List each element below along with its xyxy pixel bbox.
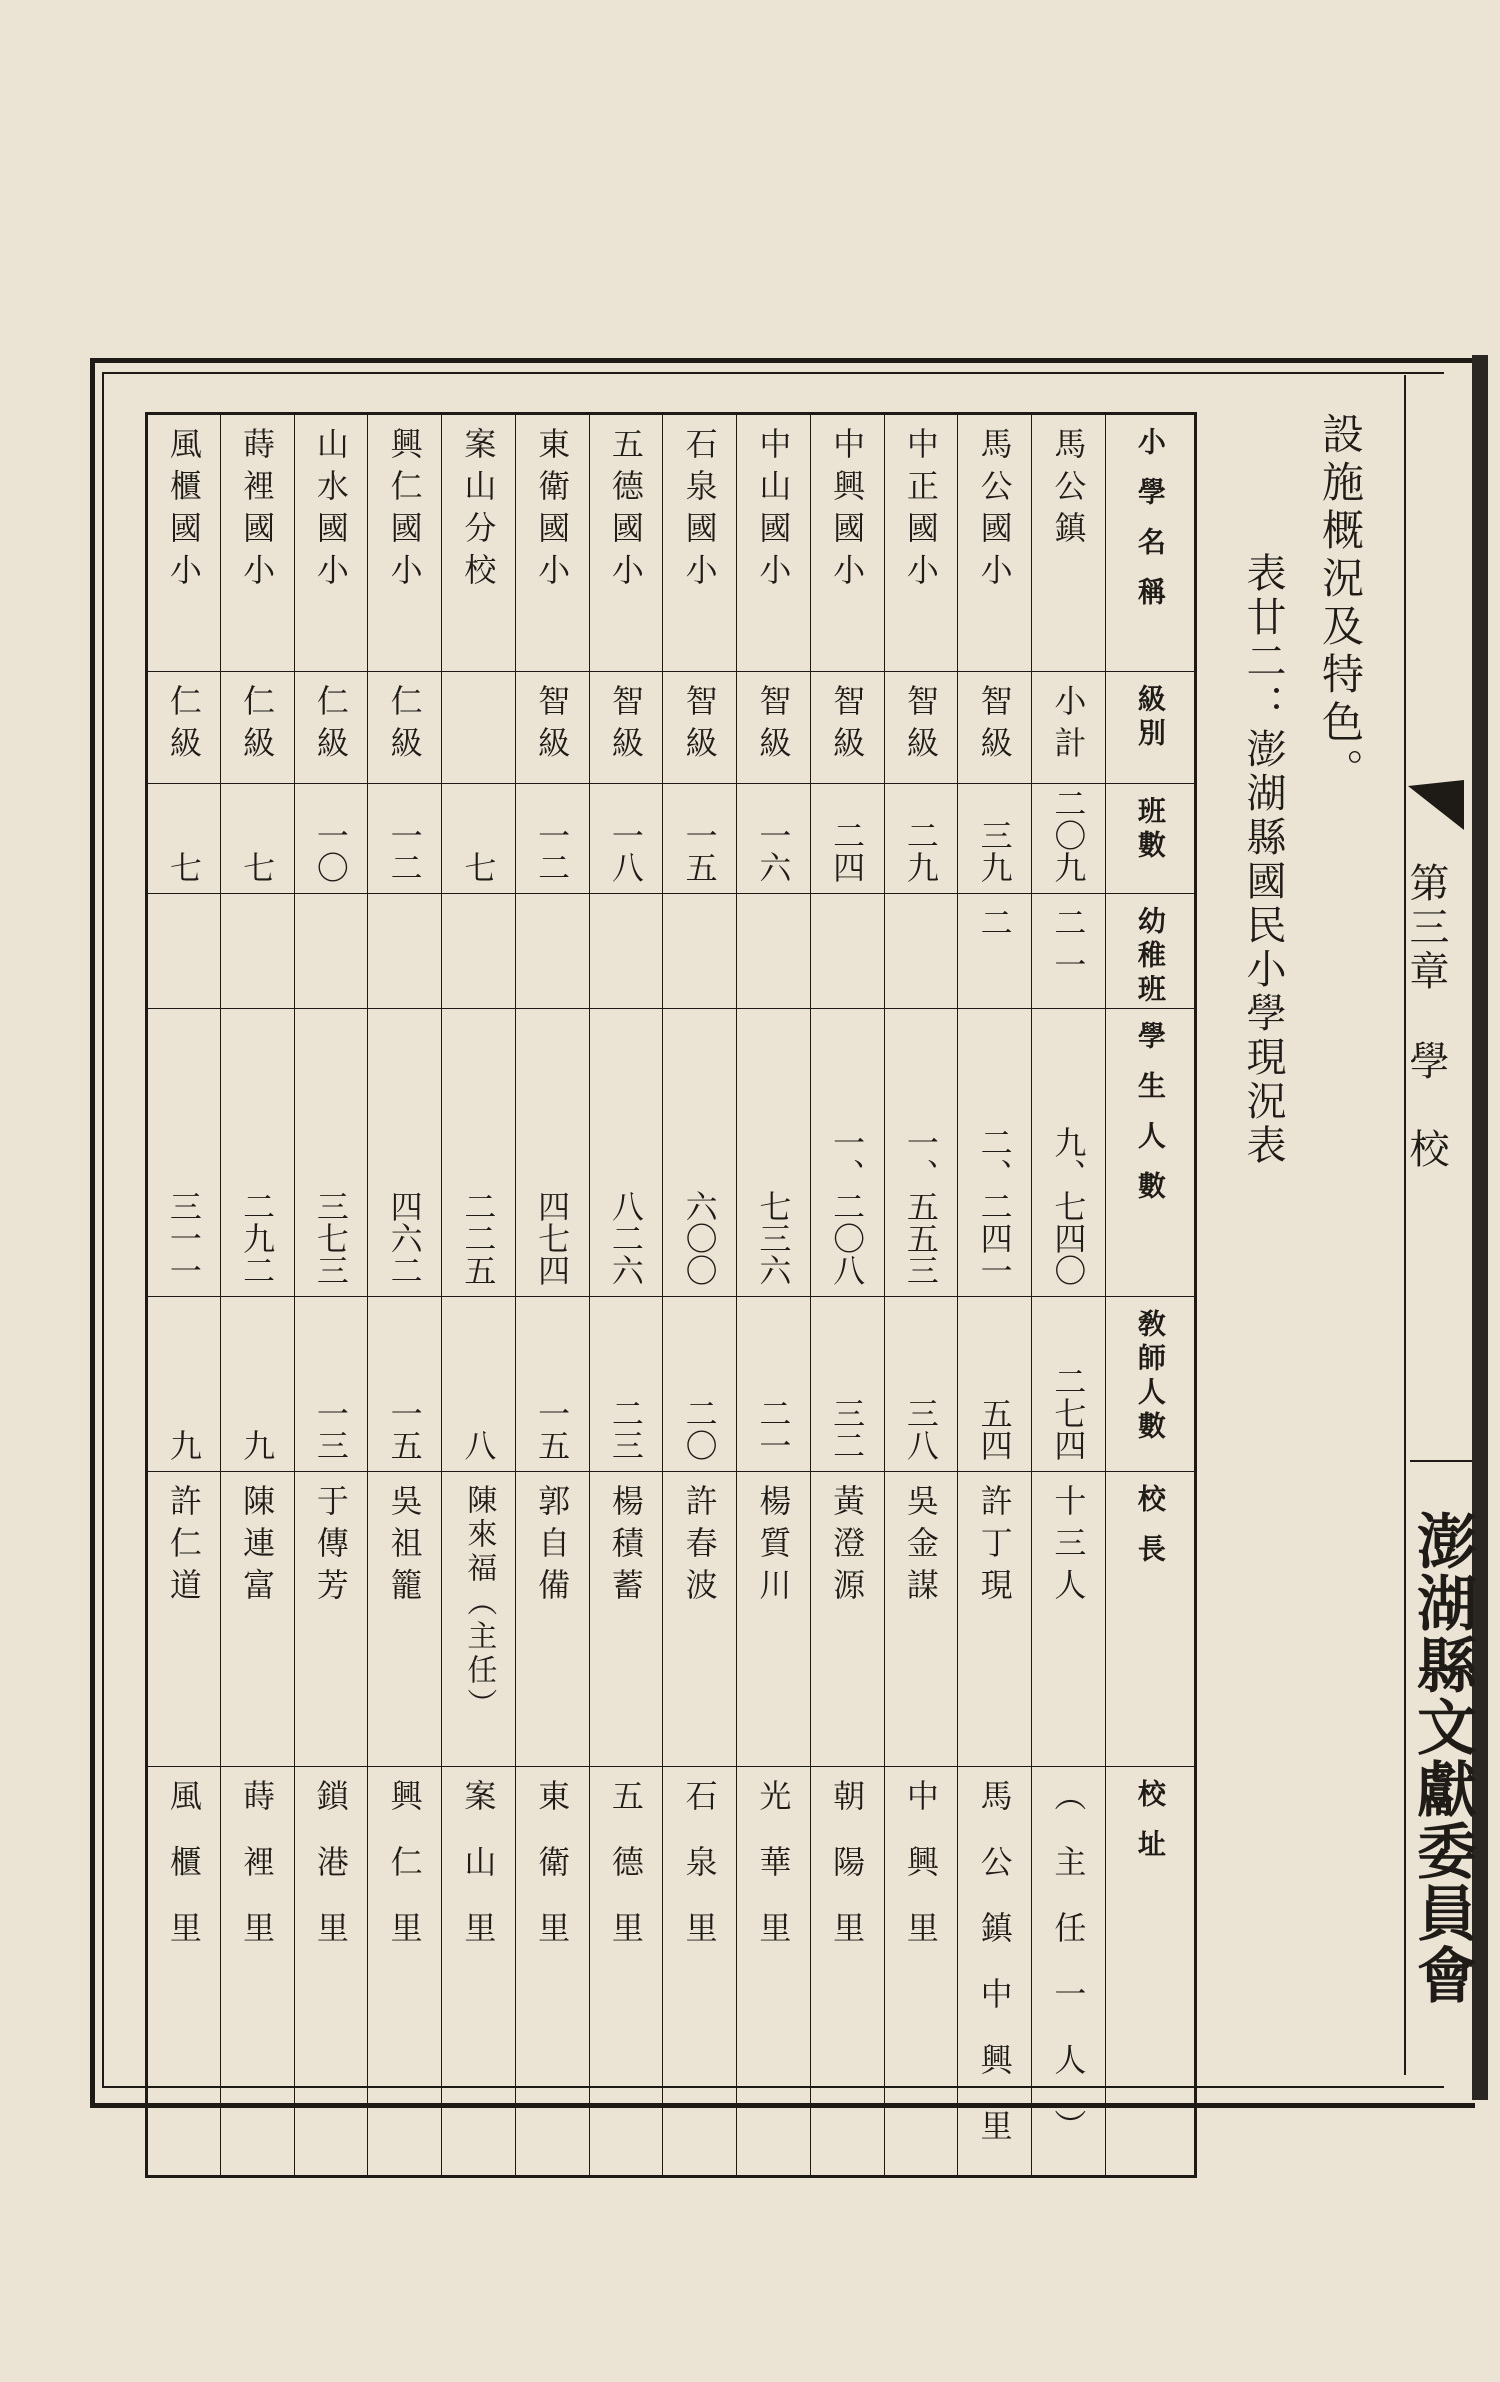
table-cell — [368, 1472, 442, 1767]
table-cell — [737, 784, 811, 894]
table-cell — [220, 784, 294, 894]
cell-grade: 小計 — [1049, 684, 1088, 768]
cell-grade: 智級 — [754, 684, 793, 768]
schools-table — [145, 412, 1197, 2178]
cell-name: 興仁國小 — [385, 427, 424, 595]
cell-classes: 二四 — [828, 819, 867, 883]
table-cell — [810, 894, 884, 1009]
header-label: 級別 — [1133, 684, 1167, 752]
table-cell — [515, 414, 589, 672]
cell-principal: 許丁現 — [975, 1484, 1014, 1610]
cell-teachers: 三二 — [828, 1397, 867, 1461]
table-cell — [810, 1009, 884, 1297]
table-cell — [958, 894, 1032, 1009]
table-cell — [884, 894, 958, 1009]
table-cell — [515, 1009, 589, 1297]
cell-classes: 二〇九 — [1049, 787, 1088, 883]
table-cell — [1032, 1009, 1106, 1297]
cell-name: 五德國小 — [606, 427, 645, 595]
cell-grade: 智級 — [606, 684, 645, 768]
cell-teachers: 五四 — [975, 1397, 1014, 1461]
table-header-kinder — [1105, 894, 1195, 1009]
cell-students: 七三六 — [754, 1190, 793, 1286]
cell-students: 三七三 — [311, 1190, 350, 1286]
header-label: 小學名稱 — [1133, 427, 1167, 627]
table-cell — [515, 1297, 589, 1472]
table-cell — [147, 894, 221, 1009]
table-cell — [737, 1009, 811, 1297]
header-label: 敎師人數 — [1133, 1309, 1167, 1445]
table-cell — [442, 894, 516, 1009]
cell-grade: 智級 — [533, 684, 572, 768]
cell-address: 蒔裡里 — [238, 1779, 277, 1977]
table-cell — [737, 672, 811, 784]
cell-address: 朝陽里 — [828, 1779, 867, 1977]
table-cell — [1032, 1297, 1106, 1472]
cell-teachers: 八 — [459, 1429, 498, 1461]
cell-grade: 智級 — [680, 684, 719, 768]
table-header-teachers — [1105, 1297, 1195, 1472]
chapter-heading — [1405, 862, 1455, 1172]
cell-name: 馬公國小 — [975, 427, 1014, 595]
cell-teachers: 二三 — [606, 1397, 645, 1461]
table-cell — [958, 1767, 1032, 2177]
table-cell — [147, 414, 221, 672]
table-cell — [958, 672, 1032, 784]
header-label: 校址 — [1133, 1779, 1167, 1879]
cell-name: 山水國小 — [311, 427, 350, 595]
table-cell — [589, 1297, 663, 1472]
table-cell — [663, 1009, 737, 1297]
table-cell — [294, 784, 368, 894]
table-cell — [515, 1767, 589, 2177]
cell-grade: 智級 — [901, 684, 940, 768]
header-label: 班數 — [1133, 796, 1167, 864]
table-cell — [810, 672, 884, 784]
publisher-rule — [1410, 1460, 1472, 1462]
table-cell — [958, 1009, 1032, 1297]
table-row-classes — [147, 784, 1196, 894]
table-cell — [147, 1472, 221, 1767]
table-cell — [147, 1009, 221, 1297]
table-cell — [884, 784, 958, 894]
table-header-address — [1105, 1767, 1195, 2177]
cell-principal: 于傳芳 — [311, 1484, 350, 1610]
cell-address: 風櫃里 — [164, 1779, 203, 1977]
table-cell — [589, 894, 663, 1009]
table-cell — [147, 1297, 221, 1472]
table-cell — [884, 1009, 958, 1297]
table-row-kinder — [147, 894, 1196, 1009]
cell-teachers: 一五 — [385, 1397, 424, 1461]
table-cell — [663, 784, 737, 894]
cell-name: 中興國小 — [828, 427, 867, 595]
table-row-principal — [147, 1472, 1196, 1767]
table-cell — [958, 1472, 1032, 1767]
table-cell — [220, 1472, 294, 1767]
table-header-principal — [1105, 1472, 1195, 1767]
cell-teachers: 三八 — [901, 1397, 940, 1461]
cell-name: 石泉國小 — [680, 427, 719, 595]
chapter-mark — [1408, 780, 1464, 830]
table-cell — [884, 672, 958, 784]
table-cell — [442, 1009, 516, 1297]
table-cell — [810, 1297, 884, 1472]
table-cell — [147, 784, 221, 894]
table-cell — [220, 894, 294, 1009]
cell-classes: 七 — [238, 851, 277, 883]
table-cell — [810, 1472, 884, 1767]
cell-students: 八二六 — [606, 1190, 645, 1286]
table-cell — [442, 1472, 516, 1767]
table-cell — [737, 894, 811, 1009]
table-cell — [884, 1472, 958, 1767]
cell-teachers: 九 — [164, 1429, 203, 1461]
table-cell — [884, 1767, 958, 2177]
cell-students: 六〇〇 — [680, 1190, 719, 1286]
cell-principal: 楊積蓄 — [606, 1484, 645, 1610]
table-caption: 表廿二：澎湖縣國民小學現況表 — [1240, 552, 1286, 1168]
cell-name: 案山分校 — [459, 427, 498, 595]
cell-classes: 七 — [164, 851, 203, 883]
cell-principal: 郭自備 — [533, 1484, 572, 1610]
table-cell — [810, 414, 884, 672]
header-label: 學生人數 — [1133, 1021, 1167, 1221]
cell-teachers: 一三 — [311, 1397, 350, 1461]
table-cell — [368, 672, 442, 784]
cell-teachers: 二七四 — [1049, 1365, 1088, 1461]
table-cell — [884, 1297, 958, 1472]
cell-students: 二二五 — [459, 1190, 498, 1286]
cell-students: 九、七四〇 — [1049, 1126, 1088, 1286]
table-cell — [663, 894, 737, 1009]
table-cell — [958, 1297, 1032, 1472]
cell-principal: 吳祖籠 — [385, 1484, 424, 1610]
cell-name: 東衛國小 — [533, 427, 572, 595]
cell-address: 案山里 — [459, 1779, 498, 1977]
table-cell — [1032, 784, 1106, 894]
table-cell — [1032, 894, 1106, 1009]
table-cell — [368, 1009, 442, 1297]
cell-principal: 許仁道 — [164, 1484, 203, 1610]
table-cell — [884, 414, 958, 672]
table-cell — [147, 1767, 221, 2177]
table-cell — [663, 414, 737, 672]
cell-address: 光華里 — [754, 1779, 793, 1977]
table-cell — [220, 1009, 294, 1297]
cell-name: 中山國小 — [754, 427, 793, 595]
cell-name: 蒔裡國小 — [238, 427, 277, 595]
lead-text: 設施概況及特色。 — [1316, 412, 1365, 796]
table-cell — [294, 414, 368, 672]
publisher-name: 澎湖縣文獻委員會 — [1407, 1510, 1477, 2006]
cell-teachers: 二〇 — [680, 1397, 719, 1461]
cell-teachers: 一五 — [533, 1397, 572, 1461]
cell-name: 中正國小 — [901, 427, 940, 595]
table-cell — [958, 414, 1032, 672]
cell-grade: 仁級 — [311, 684, 350, 768]
table-cell — [220, 672, 294, 784]
table-cell — [810, 784, 884, 894]
cell-kinder: 二 — [975, 906, 1014, 948]
table-cell — [589, 1472, 663, 1767]
cell-classes: 一二 — [533, 819, 572, 883]
table-cell — [368, 894, 442, 1009]
table-cell — [515, 894, 589, 1009]
table-cell — [663, 672, 737, 784]
cell-grade: 仁級 — [385, 684, 424, 768]
table-cell — [810, 1767, 884, 2177]
cell-grade: 智級 — [828, 684, 867, 768]
chapter-number: 第三章 — [1403, 862, 1449, 994]
cell-principal: 楊質川 — [754, 1484, 793, 1610]
cell-grade: 仁級 — [238, 684, 277, 768]
table-cell — [294, 1767, 368, 2177]
cell-students: 一、五五三 — [901, 1126, 940, 1286]
cell-address: 東衛里 — [533, 1779, 572, 1977]
cell-classes: 一八 — [606, 819, 645, 883]
table-cell — [663, 1767, 737, 2177]
cell-students: 二九二 — [238, 1190, 277, 1286]
table-header-grade — [1105, 672, 1195, 784]
table-cell — [442, 414, 516, 672]
table-cell — [737, 1297, 811, 1472]
cell-students: 三一一 — [164, 1190, 203, 1286]
cell-students: 四七四 — [533, 1190, 572, 1286]
cell-name: 風櫃國小 — [164, 427, 203, 595]
table-cell — [368, 1297, 442, 1472]
cell-students: 二、二四一 — [975, 1126, 1014, 1286]
table-cell — [294, 1009, 368, 1297]
header-label: 校長 — [1133, 1484, 1167, 1584]
table-cell — [958, 784, 1032, 894]
table-header-name — [1105, 414, 1195, 672]
table-cell — [1032, 1767, 1106, 2177]
cell-classes: 一五 — [680, 819, 719, 883]
cell-address: 鎖港里 — [311, 1779, 350, 1977]
table-cell — [737, 1472, 811, 1767]
cell-principal: 許春波 — [680, 1484, 719, 1610]
table-cell — [515, 1472, 589, 1767]
table-cell — [220, 1767, 294, 2177]
table-header-classes — [1105, 784, 1195, 894]
cell-students: 一、二〇八 — [828, 1126, 867, 1286]
cell-grade: 智級 — [975, 684, 1014, 768]
cell-classes: 三九 — [975, 819, 1014, 883]
cell-grade: 仁級 — [164, 684, 203, 768]
cell-classes: 一六 — [754, 819, 793, 883]
table-cell — [515, 672, 589, 784]
table-cell — [368, 784, 442, 894]
table-cell — [294, 1472, 368, 1767]
cell-name: 馬公鎮 — [1049, 427, 1088, 553]
cell-students: 四六二 — [385, 1190, 424, 1286]
cell-teachers: 九 — [238, 1429, 277, 1461]
table-cell — [294, 672, 368, 784]
cell-principal: 黃澄源 — [828, 1484, 867, 1610]
table-cell — [368, 414, 442, 672]
header-label: 幼稚班 — [1133, 906, 1167, 1008]
cell-address: 五德里 — [606, 1779, 645, 1977]
table-header-students — [1105, 1009, 1195, 1297]
chapter-title: 學 校 — [1403, 1040, 1449, 1172]
table-cell — [442, 784, 516, 894]
table-cell — [442, 1767, 516, 2177]
table-cell — [294, 894, 368, 1009]
cell-address: 石泉里 — [680, 1779, 719, 1977]
table-cell — [589, 414, 663, 672]
cell-classes: 一〇 — [311, 819, 350, 883]
cell-address: 馬公鎮中興里 — [975, 1779, 1014, 2175]
table-cell — [1032, 672, 1106, 784]
table-cell — [589, 1767, 663, 2177]
table-cell — [442, 1297, 516, 1472]
table-cell — [147, 672, 221, 784]
table-cell — [368, 1767, 442, 2177]
cell-teachers: 二一 — [754, 1397, 793, 1461]
table-cell — [663, 1472, 737, 1767]
table-cell — [220, 1297, 294, 1472]
cell-address: （主任一人） — [1049, 1779, 1088, 2175]
table-cell — [294, 1297, 368, 1472]
cell-kinder: 二一 — [1049, 906, 1088, 990]
table-cell — [663, 1297, 737, 1472]
cell-classes: 二九 — [901, 819, 940, 883]
table-row-name — [147, 414, 1196, 672]
table-cell — [442, 672, 516, 784]
cell-classes: 一二 — [385, 819, 424, 883]
cell-principal: 陳連富 — [238, 1484, 277, 1610]
cell-principal: 十三人 — [1049, 1484, 1088, 1610]
cell-principal: 吳金謀 — [901, 1484, 940, 1610]
table-cell — [220, 414, 294, 672]
table-cell — [737, 414, 811, 672]
cell-principal: 陳來福（主任） — [461, 1484, 497, 1722]
table-cell — [515, 784, 589, 894]
table-cell — [589, 784, 663, 894]
cell-address: 中興里 — [901, 1779, 940, 1977]
table-row-grade — [147, 672, 1196, 784]
table-row-teachers — [147, 1297, 1196, 1472]
table-row-students — [147, 1009, 1196, 1297]
table-cell — [589, 672, 663, 784]
table-cell — [589, 1009, 663, 1297]
table-cell — [737, 1767, 811, 2177]
table-cell — [1032, 1472, 1106, 1767]
table-cell — [1032, 414, 1106, 672]
table-row-address — [147, 1767, 1196, 2177]
cell-classes: 七 — [459, 851, 498, 883]
cell-address: 興仁里 — [385, 1779, 424, 1977]
